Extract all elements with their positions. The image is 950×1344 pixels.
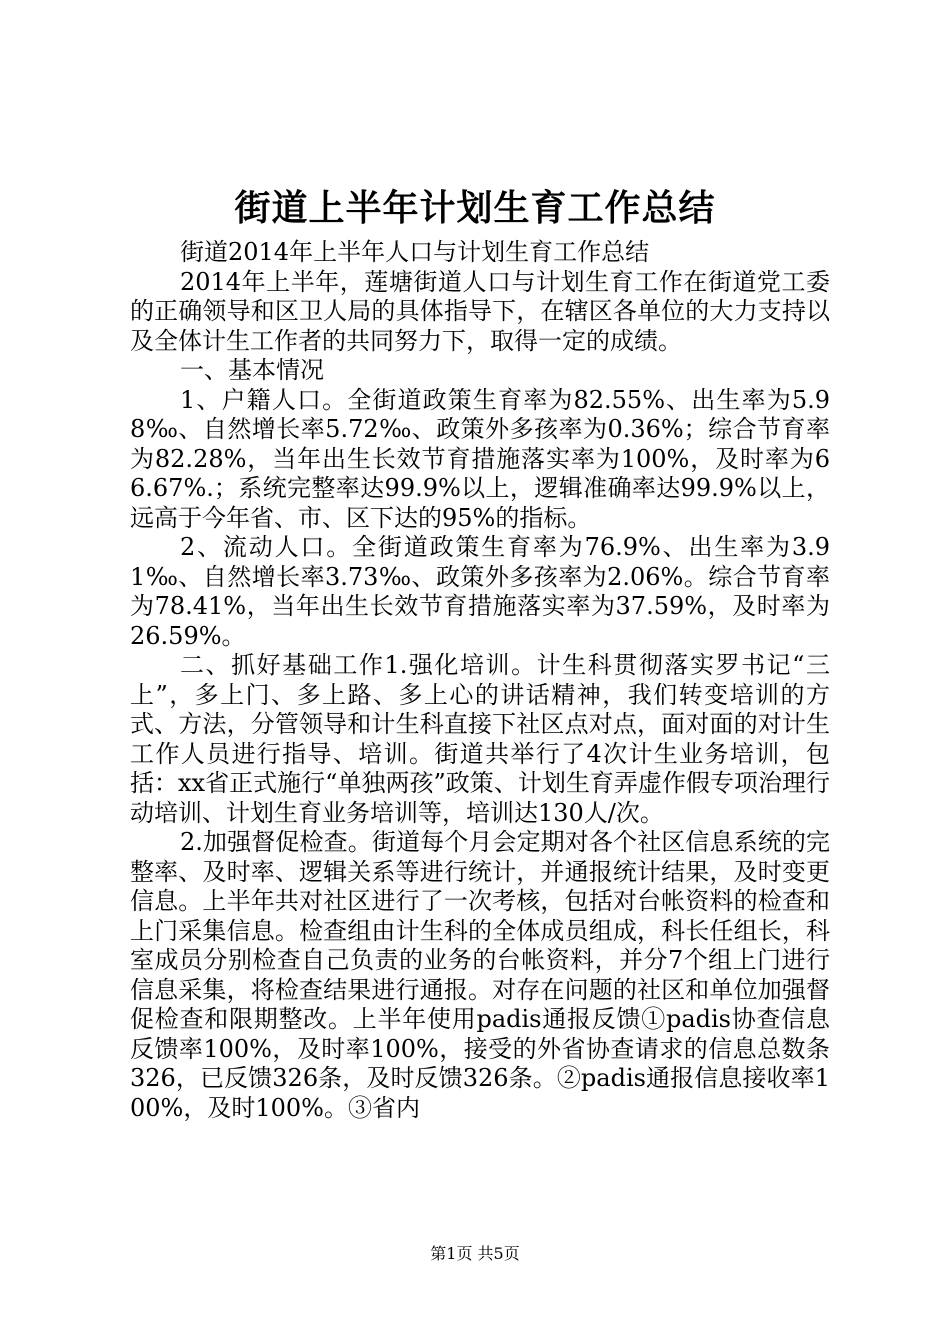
floating-population-paragraph: 2、流动人口。全街道政策生育率为76.9%、出生率为3.91‰、自然增长率3.73‰、政策外多孩率为2.06%。综合节育率为78.41%，当年出生长效节育措施落实率为37.59%，及时率为26.59%。 — [130, 533, 830, 650]
intro-paragraph: 2014年上半年，莲塘街道人口与计划生育工作在街道党工委的正确领导和区卫人局的具体指导下，在辖区各单位的大力支持以及全体计生工作者的共同努力下，取得一定的成绩。 — [130, 267, 830, 355]
supervision-paragraph: 2.加强督促检查。街道每个月会定期对各个社区信息系统的完整率、及时率、逻辑关系等进行统计，并通报统计结果，及时变更信息。上半年共对社区进行了一次考核，包括对台帐资料的检查和上门采集信息。检查组由计生科的全体成员组成，科长任组长，科室成员分别检查自己负责的业务的台帐资料，并分7个组上门进行信息采集，将检查结果进行通报。对存在问题的社区和单位加强督促检查和限期整改。上半年使用padis通报反馈①padis协查信息反馈率100%，及时率100%，接受的外省协查请求的信息总数条326，已反馈326条，及时反馈326条。②padis通报信息接收率100%，及时100%。③省内 — [130, 828, 830, 1122]
subtitle-paragraph: 街道2014年上半年人口与计划生育工作总结 — [180, 238, 650, 266]
training-paragraph: 二、抓好基础工作1.强化培训。计生科贯彻落实罗书记“三上”，多上门、多上路、多上心的讲话精神，我们转变培训的方式、方法，分管领导和计生科直接下社区点对点，面对面的对计生工作人员进行指导、培训。街道共举行了4次计生业务培训，包括：xx省正式施行“单独两孩”政策、计划生育弄虚作假专项治理行动培训、计划生育业务培训等，培训达130人/次。 — [130, 651, 830, 827]
household-population-paragraph: 1、户籍人口。全街道政策生育率为82.55%、出生率为5.98‰、自然增长率5.72‰、政策外多孩率为0.36%；综合节育率为82.28%，当年出生长效节育措施落实率为100%，及时率为66.67%.；系统完整率达99.9%以上，逻辑准确率达99.9%以上，远高于今年省、市、区下达的95%的指标。 — [130, 385, 830, 532]
section-heading-basic-situation: 一、基本情况 — [180, 356, 324, 384]
document-body — [130, 238, 830, 1123]
document-title: 街道上半年计划生育工作总结 — [234, 187, 716, 229]
page-footer: 第1页 共5页 — [430, 1244, 520, 1263]
